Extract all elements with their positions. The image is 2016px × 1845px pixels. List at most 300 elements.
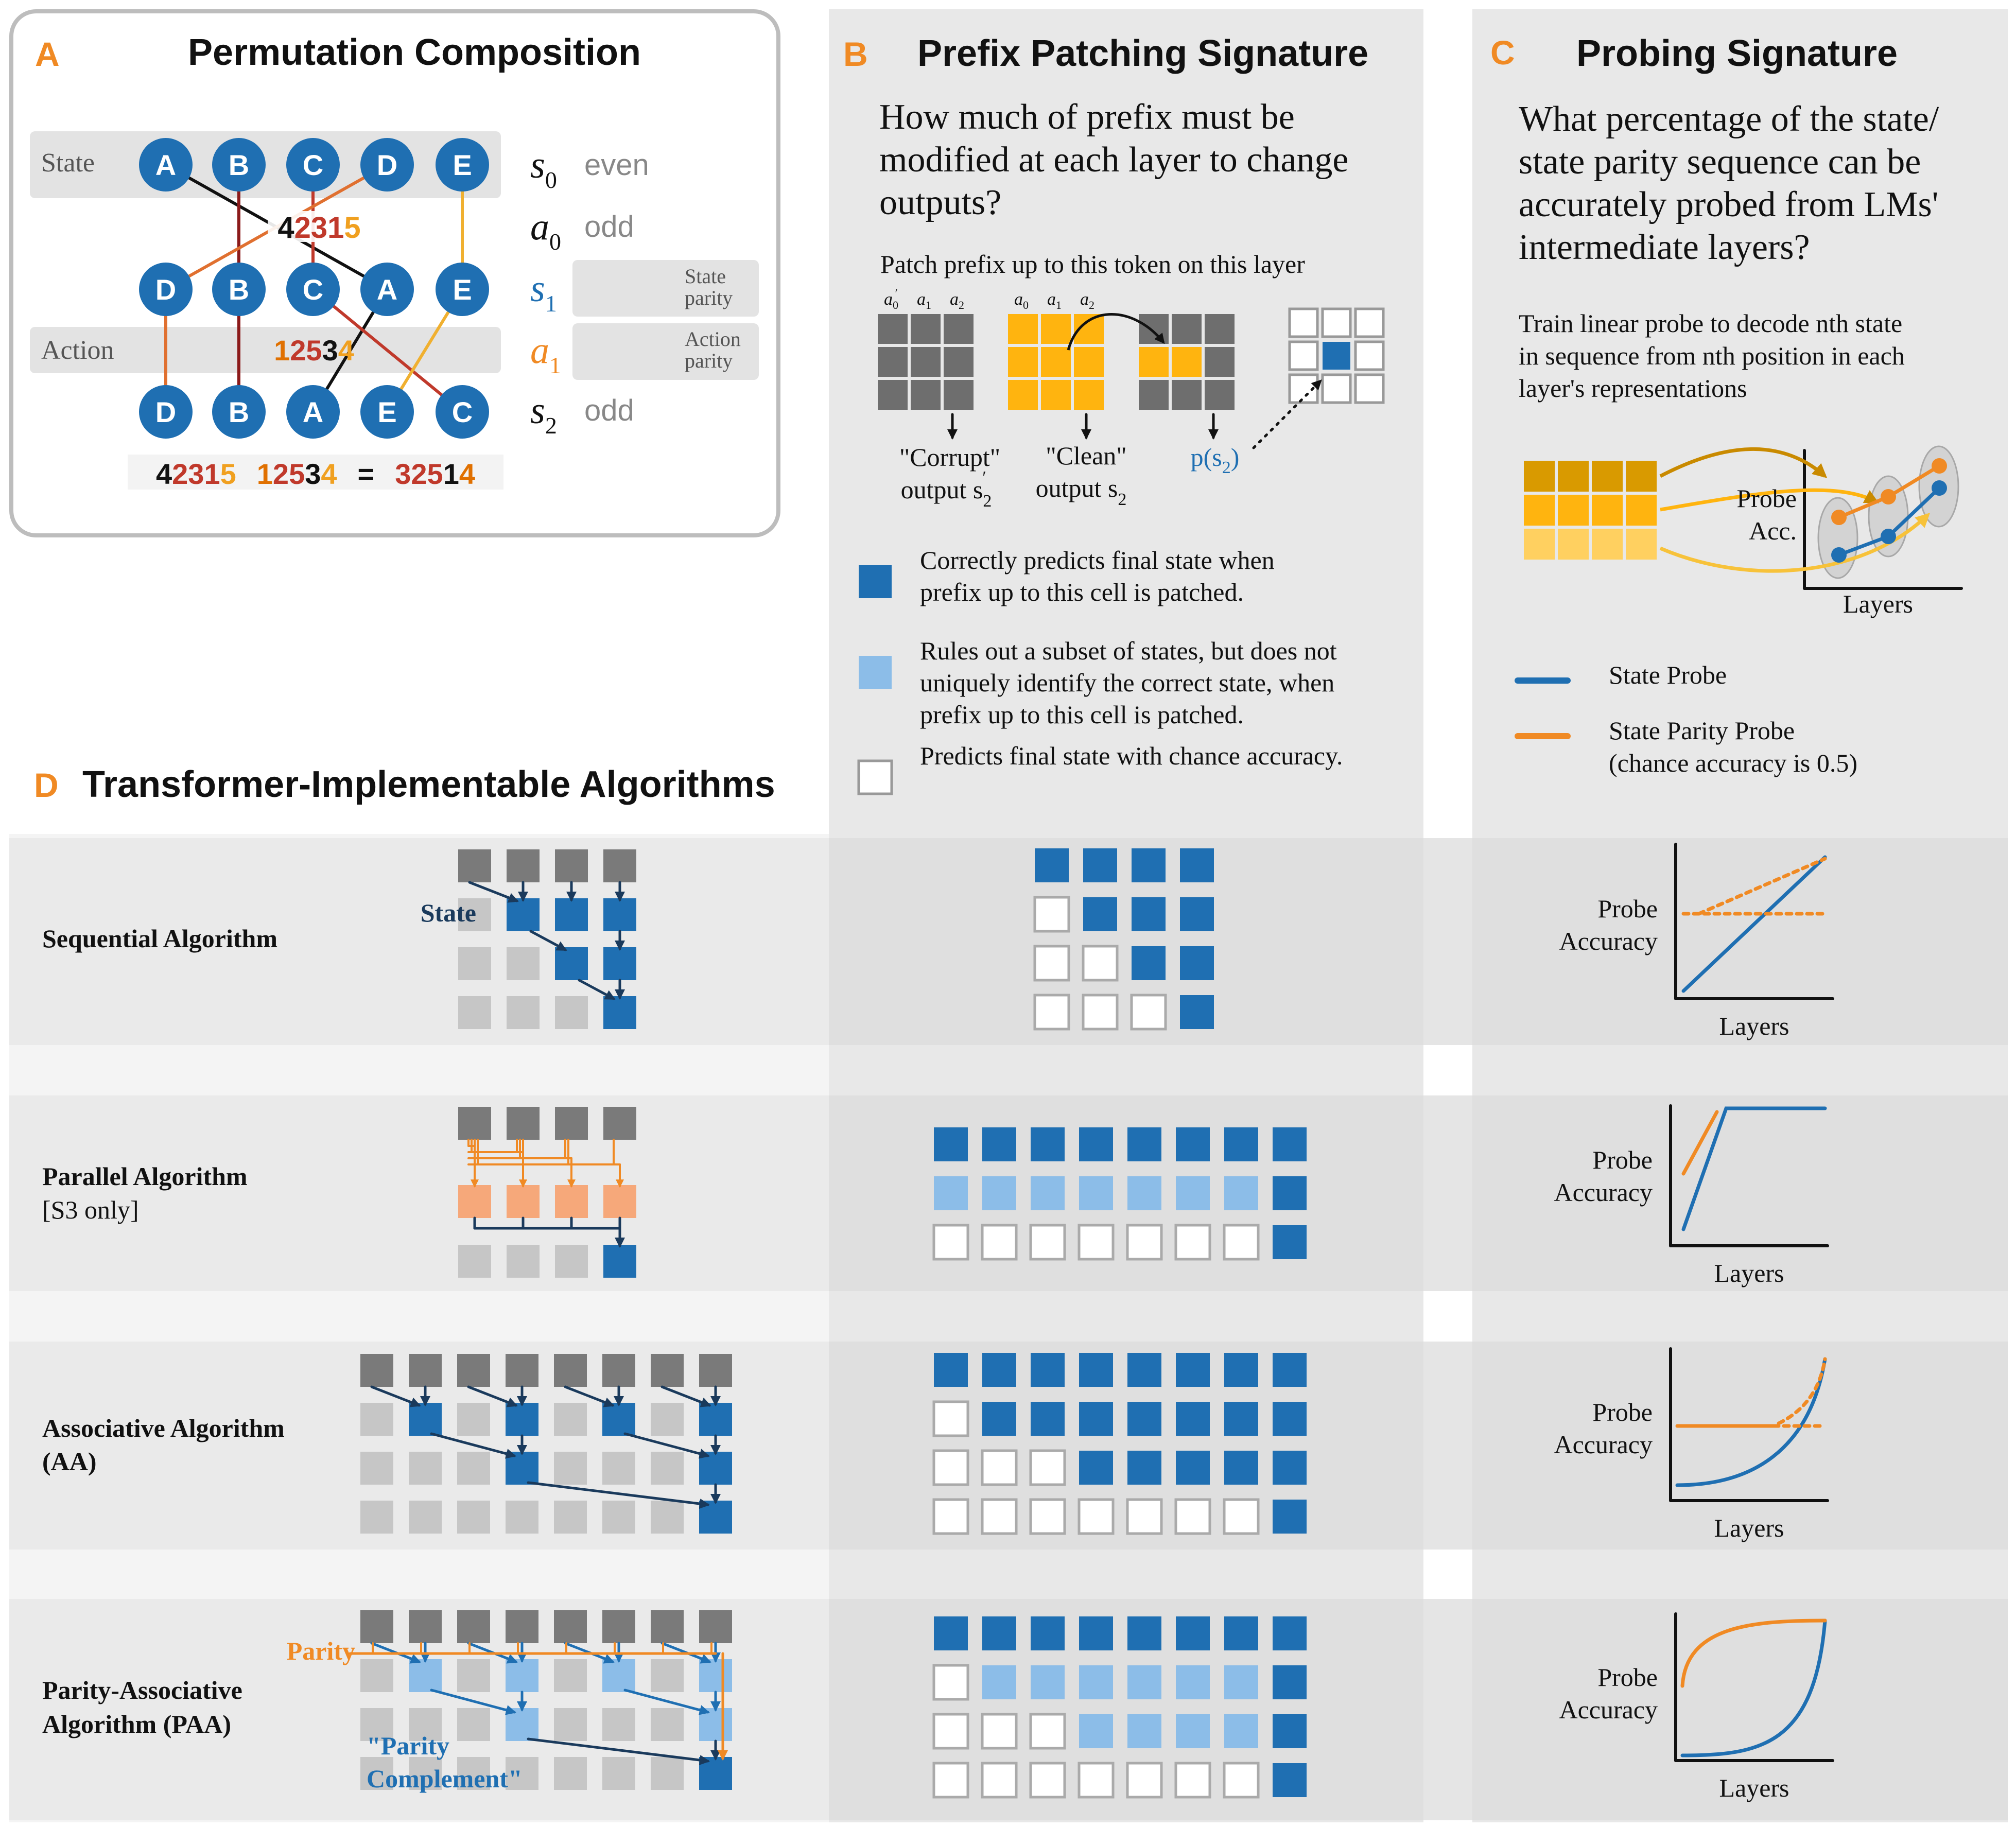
token-cell (457, 1452, 490, 1485)
token-cell (602, 1452, 635, 1485)
token-cell (603, 1107, 636, 1140)
panel-b-letter: B (843, 35, 868, 73)
patching-cell-correct (1079, 1127, 1113, 1161)
token-cell (360, 1501, 393, 1534)
state-node-label: D (376, 149, 398, 181)
legend-text: uniquely identify the correct state, when (920, 668, 1335, 697)
panel-c-question-3: accurately probed from LMs' (1519, 185, 1939, 224)
patching-cell-correct (982, 1402, 1016, 1436)
patching-cell-chance (982, 1451, 1016, 1485)
state-cell (699, 1452, 732, 1485)
parity-complement-annotation-2: Complement" (367, 1764, 523, 1793)
patching-cell-chance (1083, 995, 1117, 1029)
state-cell (506, 1659, 538, 1692)
output-grid-cell (1323, 375, 1350, 403)
patching-cell-partial (1176, 1176, 1210, 1210)
sequence-symbol-index: 0 (545, 167, 557, 193)
patching-cell-partial (934, 1176, 968, 1210)
probe-plot-xlabel: Layers (1714, 1259, 1784, 1287)
algorithm-name: Parity-Associative (42, 1676, 242, 1704)
prime-mark: ′ (894, 287, 897, 301)
token-cell (554, 1501, 587, 1534)
probe-plot-xlabel: Layers (1719, 1773, 1789, 1802)
token-column-index: 1 (1056, 299, 1062, 311)
sequence-symbol-letter: a (530, 206, 549, 248)
clean-output-label-2: output $s_2$ (1035, 474, 1127, 509)
token-cell (409, 1610, 442, 1643)
patching-cell-chance (1224, 1225, 1258, 1259)
representation-cell (1558, 529, 1589, 560)
patching-cell-partial (1031, 1176, 1065, 1210)
patching-cell-correct (1176, 1402, 1210, 1436)
representation-cell (1524, 461, 1555, 492)
patching-cell-correct (1132, 848, 1166, 882)
probe-plot-ylabel: Probe (1592, 1145, 1653, 1174)
sequence-symbol-index: 2 (545, 412, 557, 439)
patching-cell-correct (1031, 1127, 1065, 1161)
token-cell (457, 1610, 490, 1643)
legend-text: Correctly predicts final state when (920, 546, 1275, 575)
panel-b-title: Prefix Patching Signature (917, 33, 1369, 74)
legend-text: prefix up to this cell is patched. (920, 700, 1244, 729)
token-column-letter: a (1080, 290, 1089, 309)
state-cell (555, 947, 588, 980)
token-cell (602, 1708, 635, 1741)
composition-equation: 42315 12534 = 32514 (155, 458, 476, 490)
patching-cell-chance (1176, 1500, 1210, 1534)
patching-cell-chance (1031, 1500, 1065, 1534)
token-cell (602, 1354, 635, 1387)
patched-grid-cell (1139, 347, 1169, 377)
corrupt-grid-cell (878, 380, 908, 410)
state-cell (506, 1403, 538, 1436)
state-cell (699, 1403, 732, 1436)
patching-cell-partial (1224, 1665, 1258, 1699)
state-parity-probe-point (1932, 458, 1947, 474)
clean-output-label-1: "Clean" (1046, 441, 1127, 470)
probe-legend-text: State Parity Probe (1609, 716, 1795, 745)
corrupt-output-label-2: output $s_2'$ (900, 468, 992, 511)
patching-cell-correct (1127, 1353, 1161, 1387)
state-cell (602, 1403, 635, 1436)
action-parity-label-2: parity (685, 349, 733, 372)
state-cell (506, 1452, 538, 1485)
token-column-index: 1 (926, 299, 931, 311)
patching-cell-partial (982, 1176, 1016, 1210)
patched-grid-cell (1172, 347, 1202, 377)
parallel-intermediate-cell (555, 1185, 588, 1218)
patching-cell-correct (1079, 1353, 1113, 1387)
patching-cell-chance (1079, 1763, 1113, 1797)
legend-text: Predicts final state with chance accuracy. (920, 741, 1343, 770)
patching-cell-correct (1127, 1616, 1161, 1650)
token-column-index: 0 (893, 299, 898, 311)
probe-plot-xlabel: Layers (1719, 1012, 1789, 1040)
patched-grid-cell (1172, 314, 1202, 344)
patching-cell-chance (1079, 1225, 1113, 1259)
probe-legend-text: (chance accuracy is 0.5) (1609, 749, 1858, 777)
state-band-label: State (41, 148, 95, 178)
patching-cell-chance (934, 1714, 968, 1748)
probe-plot-ylabel: Accuracy (1554, 1430, 1653, 1459)
token-cell (507, 947, 540, 980)
patching-cell-correct (1176, 1451, 1210, 1485)
patching-cell-partial (1176, 1714, 1210, 1748)
token-column-letter: a (884, 290, 893, 309)
patching-cell-correct (1273, 1451, 1307, 1485)
patching-cell-partial (1176, 1665, 1210, 1699)
patching-cell-correct (1127, 1127, 1161, 1161)
layers-label: Layers (1843, 589, 1914, 618)
patching-cell-chance (1176, 1225, 1210, 1259)
state-node-label: B (228, 149, 250, 181)
corrupt-grid-cell (911, 347, 941, 377)
output-grid-cell (1323, 342, 1350, 370)
clean-grid-cell (1041, 347, 1071, 377)
token-cell (555, 849, 588, 882)
corrupt-grid-cell (944, 347, 974, 377)
token-cell (602, 1501, 635, 1534)
patching-cell-correct (1127, 1451, 1161, 1485)
action-band-label: Action (41, 336, 114, 365)
patching-cell-correct (982, 1127, 1016, 1161)
patching-cell-correct (1132, 946, 1166, 980)
panel-b-question-2: modified at each layer to change (879, 140, 1349, 180)
sequence-parity: odd (584, 210, 634, 243)
patching-cell-correct (1273, 1714, 1307, 1748)
probe-plot-ylabel: Probe (1597, 1663, 1658, 1692)
patched-grid-cell (1172, 380, 1202, 410)
patching-cell-correct (1079, 1616, 1113, 1650)
patching-cell-correct (1224, 1353, 1258, 1387)
legend-swatch-lightblue (859, 656, 892, 689)
corrupt-output-label-1: "Corrupt" (899, 443, 1001, 472)
legend-text: Rules out a subset of states, but does not (920, 636, 1337, 665)
token-cell (458, 1245, 491, 1278)
token-cell (360, 1403, 393, 1436)
patched-grid-cell (1139, 314, 1169, 344)
algorithm-name: (AA) (42, 1447, 97, 1476)
representation-cell (1524, 529, 1555, 560)
patching-cell-chance (1127, 1500, 1161, 1534)
patched-grid-cell (1205, 380, 1235, 410)
patching-cell-chance (1132, 995, 1166, 1029)
patching-cell-chance (982, 1225, 1016, 1259)
patching-cell-correct (1132, 897, 1166, 931)
patching-cell-partial (1079, 1714, 1113, 1748)
action-parity-label-1: Action (685, 327, 741, 351)
output-grid-cell (1355, 309, 1383, 337)
patching-cell-correct (1273, 1353, 1307, 1387)
patched-grid-cell (1205, 347, 1235, 377)
patching-cell-correct (1031, 1353, 1065, 1387)
state-node-label: B (228, 396, 250, 428)
patching-cell-correct (982, 1616, 1016, 1650)
patching-cell-correct (1180, 946, 1214, 980)
token-cell (554, 1659, 587, 1692)
patching-cell-chance (1031, 1225, 1065, 1259)
token-cell (651, 1659, 684, 1692)
token-cell (554, 1403, 587, 1436)
state-parity-probe-point (1831, 510, 1847, 525)
algorithm-name: Sequential Algorithm (42, 924, 277, 953)
state-node-label: A (302, 396, 324, 428)
panel-a-letter: A (35, 35, 60, 73)
state-node-label: C (302, 149, 324, 181)
patching-cell-chance (934, 1402, 968, 1436)
clean-grid-cell (1074, 380, 1104, 410)
token-cell (555, 1107, 588, 1140)
probe-acc-label-1: Probe (1736, 484, 1797, 513)
output-grid-cell (1355, 342, 1383, 370)
token-cell (602, 1610, 635, 1643)
token-cell (457, 1403, 490, 1436)
patching-cell-chance (982, 1763, 1016, 1797)
representation-cell (1524, 495, 1555, 526)
patching-cell-partial (1079, 1665, 1113, 1699)
state-cell (603, 898, 636, 931)
patching-cell-correct (1176, 1127, 1210, 1161)
patching-cell-chance (982, 1714, 1016, 1748)
state-cell (699, 1708, 732, 1741)
parallel-intermediate-cell (458, 1185, 491, 1218)
patching-cell-correct (1273, 1402, 1307, 1436)
probe-plot-ylabel: Accuracy (1559, 927, 1658, 955)
panel-c-question-2: state parity sequence can be (1519, 142, 1921, 182)
patch-caption: Patch prefix up to this token on this layer (880, 250, 1305, 279)
sequence-symbol-letter: a (530, 329, 549, 372)
token-cell (458, 996, 491, 1029)
token-column-letter: a (950, 290, 959, 309)
panel-d-letter: D (34, 766, 59, 804)
patching-cell-correct (1180, 848, 1214, 882)
patching-cell-chance (934, 1225, 968, 1259)
legend-swatch-white (859, 761, 892, 794)
patching-cell-chance (934, 1763, 968, 1797)
patching-cell-chance (934, 1665, 968, 1699)
sequence-symbol-letter: s (530, 144, 545, 186)
token-cell (360, 1659, 393, 1692)
patching-cell-correct (1224, 1616, 1258, 1650)
legend-swatch-blue (859, 565, 892, 598)
clean-grid-cell (1008, 347, 1038, 377)
patching-cell-correct (1224, 1451, 1258, 1485)
token-cell (360, 1610, 393, 1643)
token-cell (506, 1501, 538, 1534)
state-cell (555, 898, 588, 931)
patching-cell-chance (1031, 1763, 1065, 1797)
state-node-label: E (453, 273, 472, 306)
sequence-parity: odd (584, 394, 634, 427)
representation-cell (1592, 495, 1623, 526)
sequence-symbol-letter: s (530, 390, 545, 432)
state-node-label: D (155, 273, 177, 306)
patching-cell-partial (982, 1665, 1016, 1699)
state-cell (506, 1708, 538, 1741)
patching-cell-partial (1031, 1665, 1065, 1699)
token-column-letter: a (1047, 290, 1056, 309)
token-cell (457, 1659, 490, 1692)
token-cell (507, 996, 540, 1029)
state-cell (409, 1403, 442, 1436)
probe-acc-label-2: Acc. (1749, 516, 1797, 545)
panel-b-question-3: outputs? (879, 183, 1002, 222)
token-cell (651, 1708, 684, 1741)
corrupt-grid-cell (944, 314, 974, 344)
algorithm-name: Associative Algorithm (42, 1414, 285, 1442)
patching-cell-correct (1273, 1763, 1307, 1797)
patching-cell-partial (1079, 1176, 1113, 1210)
probe-plot-xlabel: Layers (1714, 1513, 1784, 1542)
representation-cell (1592, 461, 1623, 492)
state-parity-probe-point (1881, 489, 1896, 504)
state-node-label: A (376, 273, 398, 306)
clean-grid-cell (1008, 314, 1038, 344)
token-cell (554, 1610, 587, 1643)
state-cell (602, 1659, 635, 1692)
panel-a-title: Permutation Composition (188, 32, 641, 73)
patching-cell-correct (1224, 1127, 1258, 1161)
panel-c-letter: C (1490, 33, 1515, 72)
token-cell (651, 1403, 684, 1436)
patching-cell-chance (1031, 1714, 1065, 1748)
token-cell (409, 1501, 442, 1534)
parity-annotation: Parity (286, 1637, 355, 1665)
patching-cell-chance (1127, 1225, 1161, 1259)
state-node-label: C (451, 396, 473, 428)
state-probe-point (1932, 480, 1947, 496)
corrupt-grid-cell (944, 380, 974, 410)
representation-cell (1592, 529, 1623, 560)
output-grid-cell (1290, 309, 1317, 337)
token-cell (360, 1452, 393, 1485)
patching-cell-chance (1035, 897, 1069, 931)
token-cell (651, 1354, 684, 1387)
clean-grid-cell (1041, 380, 1071, 410)
panel-d-title: Transformer-Implementable Algorithms (82, 764, 775, 805)
token-cell (507, 849, 540, 882)
sequence-symbol-index: 0 (549, 229, 561, 255)
patching-cell-correct (1273, 1500, 1307, 1534)
token-cell (554, 1354, 587, 1387)
patching-cell-correct (934, 1353, 968, 1387)
corrupt-grid-cell (911, 314, 941, 344)
token-cell (360, 1354, 393, 1387)
token-column-index: 2 (959, 299, 964, 311)
representation-cell (1558, 495, 1589, 526)
token-column-letter: a (917, 290, 926, 309)
patching-cell-correct (1180, 995, 1214, 1029)
patching-cell-correct (1273, 1176, 1307, 1210)
token-cell (651, 1610, 684, 1643)
token-cell (507, 1107, 540, 1140)
token-cell (458, 947, 491, 980)
patching-cell-chance (982, 1500, 1016, 1534)
state-annotation: State (420, 898, 476, 927)
panel-a (11, 11, 778, 535)
clean-grid-cell (1008, 380, 1038, 410)
patched-grid-cell (1205, 314, 1235, 344)
token-cell (458, 1107, 491, 1140)
patching-cell-correct (934, 1616, 968, 1650)
panel-c-question-4: intermediate layers? (1519, 228, 1810, 267)
patching-cell-correct (1031, 1402, 1065, 1436)
state-probe-point (1831, 547, 1847, 563)
patching-cell-chance (934, 1451, 968, 1485)
representation-cell (1626, 529, 1657, 560)
token-column-label (884, 287, 898, 311)
token-column-index: 2 (1089, 299, 1094, 311)
patching-cell-chance (934, 1500, 968, 1534)
patching-cell-chance (1224, 1500, 1258, 1534)
parallel-intermediate-cell (507, 1185, 540, 1218)
token-cell (457, 1501, 490, 1534)
sequence-symbol-letter: s (530, 268, 545, 310)
state-parity-label-1: State (685, 265, 726, 288)
token-cell (602, 1757, 635, 1790)
sequence-parity: even (584, 148, 649, 182)
state-node-label: E (453, 149, 472, 181)
state-node-label: A (155, 149, 177, 181)
token-cell (603, 849, 636, 882)
token-cell (457, 1708, 490, 1741)
token-cell (409, 1354, 442, 1387)
token-cell (458, 849, 491, 882)
patching-cell-chance (1035, 995, 1069, 1029)
probe-plot-ylabel: Probe (1592, 1398, 1653, 1426)
token-cell (699, 1610, 732, 1643)
state-node-label: C (302, 273, 324, 306)
output-grid-cell (1323, 309, 1350, 337)
patching-cell-correct (1127, 1402, 1161, 1436)
state-parity-label-2: parity (685, 286, 733, 309)
corrupt-grid-cell (878, 314, 908, 344)
panel-c-question-1: What percentage of the state/ (1519, 99, 1939, 139)
patching-cell-chance (1079, 1500, 1113, 1534)
state-cell (603, 947, 636, 980)
sequence-symbol-index: 1 (549, 352, 561, 378)
state-cell (409, 1659, 442, 1692)
patching-cell-chance (1083, 946, 1117, 980)
corrupt-grid-cell (911, 380, 941, 410)
panel-c-title: Probing Signature (1576, 33, 1898, 74)
representation-cell (1626, 461, 1657, 492)
state-probe-point (1881, 529, 1896, 544)
representation-cell (1558, 461, 1589, 492)
token-cell (555, 996, 588, 1029)
perm-a0: 42315 (277, 211, 361, 245)
probability-label: $p(s_2)$ (1190, 443, 1240, 477)
algorithm-name: Algorithm (PAA) (42, 1710, 232, 1738)
token-cell (651, 1757, 684, 1790)
token-cell (699, 1354, 732, 1387)
state-cell (603, 996, 636, 1029)
patching-cell-correct (1083, 897, 1117, 931)
corrupt-grid-cell (878, 347, 908, 377)
patching-cell-correct (1273, 1665, 1307, 1699)
representation-cell (1626, 495, 1657, 526)
legend-text: prefix up to this cell is patched. (920, 578, 1244, 606)
patching-cell-correct (1273, 1127, 1307, 1161)
token-cell (507, 1245, 540, 1278)
state-cell (699, 1659, 732, 1692)
probe-desc-2: in sequence from nth position in each (1519, 341, 1905, 370)
probe-plot-ylabel: Accuracy (1559, 1695, 1658, 1724)
sequence-symbol-index: 1 (545, 290, 557, 317)
patching-cell-correct (1083, 848, 1117, 882)
patching-cell-correct (1035, 848, 1069, 882)
panel-b-question-1: How much of prefix must be (879, 97, 1295, 137)
